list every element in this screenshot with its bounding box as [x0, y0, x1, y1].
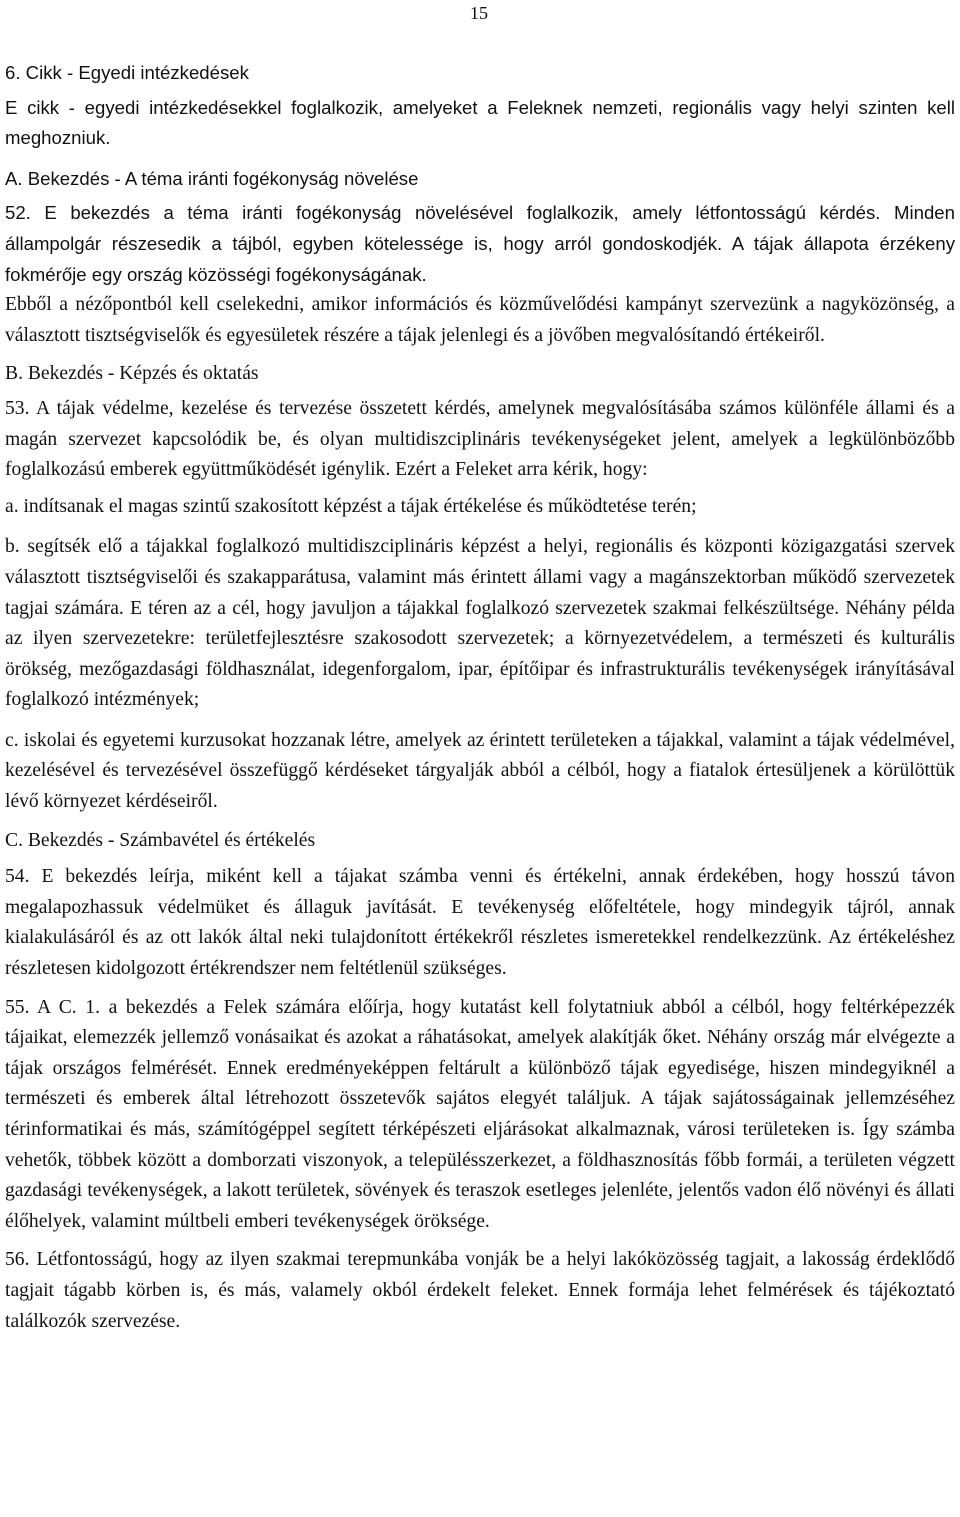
list-item-a: a. indítsanak el magas szintű szakosított képzést a tájak értékelése és működtetése terén; — [5, 495, 697, 517]
paragraph-b-heading: B. Bekezdés - Képzés és oktatás — [5, 363, 259, 385]
paragraph-c-heading: C. Bekezdés - Számbavétel és értékelés — [5, 829, 316, 851]
page-number: 15 — [470, 3, 488, 23]
paragraph-55: 55. A C. 1. a bekezdés a Felek számára előírja, hogy kutatást kell folytatniuk abból a célból, hogy feltérképezzék tájaikat, elemezzék jellemző vonásaikat és azokat a ráhatásokat, amelyek alakítják őket. Néhány ország már elvégezte a tájak országos felmérését. Ennek eredményeképpen feltárult a különböző tájak egyedisége, hiszen mindegyiknél a természeti és emberek által létrehozott összetevők sajátos elegyét találjuk. A tájak sajátosságainak jellemzéséhez térinformatikai és más, számítógéppel segített térképészeti eljárásokat alkalmaznak, városi területeken is. Így számba vehetők, többek között a domborzati viszonyok, a településszerkezet, a földhasznosítás főbb formái, a területen végzett gazdasági tevékenységek, a lakott területek, sövények és teraszok esetleges jelenléte, jelentős vadon élő növényi és állati élőhelyek, valamint múltbeli emberi tevékenységek öröksége. — [5, 996, 955, 1232]
list-item-c: c. iskolai és egyetemi kurzusokat hozzanak létre, amelyek az érintett területeken a tájakkal, valamint a tájak védelmével, kezelésével és tervezésével összefüggő kérdéseket tárgyalják abból a célból, hogy a fiatalok értesüljenek a körülöttük lévő környezet kérdéseiről. — [5, 729, 955, 813]
paragraph-53: 53. A tájak védelme, kezelése és tervezése összetett kérdés, amelynek megvalósításába számos különféle állami és a magán szervezet kapcsolódik be, és olyan multidiszciplináris tevékenységeket jelent, amelyek a legkülönbözőbb foglalkozású emberek együttműködését igénylik. Ezért a Feleket arra kérik, hogy: — [5, 397, 955, 481]
section-intro: E cikk - egyedi intézkedésekkel foglalkozik, amelyeket a Feleknek nemzeti, regionális vagy helyi szinten kell meghozniuk. — [5, 96, 955, 149]
document-body — [5, 58, 955, 1337]
paragraph-52: 52. E bekezdés a téma iránti fogékonyság növelésével foglalkozik, amely létfontosságú kérdés. Minden állampolgár részesedik a tájból, egyben kötelessége is, hogy arról gondoskodjék. A tájak állapota érzékeny fokmérője egy ország közösségi fogékonyságának. — [5, 202, 955, 285]
paragraph-54: 54. E bekezdés leírja, miként kell a tájakat számba venni és értékelni, annak érdekében, hogy hosszú távon megalapozhassuk védelmüket és állaguk javítását. E tevékenység előfeltétele, hogy mindegyik tájról, annak kialakulásáról és az ott lakók által neki tulajdonított értékekről részletes ismeretekkel rendelkezzünk. Az értékeléshez részletesen kidolgozott értékrendszer nem feltétlenül szükséges. — [5, 866, 955, 980]
paragraph-56: 56. Létfontosságú, hogy az ilyen szakmai terepmunkába vonják be a helyi lakóközösség tagjait, a lakosság érdeklődő tagjait tágabb körben is, és más, valamely okból érdekelt feleket. Ennek formája lehet felmérések és tájékoztató találkozók szervezése. — [5, 1249, 955, 1332]
list-item-b: b. segítsék elő a tájakkal foglalkozó multidiszciplináris képzést a helyi, regionális és központi közigazgatási szervek választott tisztségviselői és szakapparátusa, valamint más érintett állami vagy a magánszektorban működő szervezetek tagjai számára. E téren az a cél, hogy javuljon a tájakkal foglalkozó szervezetek szakmai felkészültsége. Néhány példa az ilyen szervezetekre: területfejlesztésre szakosodott szervezetek; a környezetvédelem, a természeti és kulturális örökség, mezőgazdasági földhasználat, idegenforgalom, ipar, építőipar és infrastrukturális tevékenységek irányításával foglalkozó intézmények; — [5, 536, 955, 711]
paragraph-52-continued: Ebből a nézőpontból kell cselekedni, amikor információs és közművelődési kampányt szervezünk a nagyközönség, a választott tisztségviselők és egyesületek részére a tájak jelenlegi és a jövőben megvalósítandó értékeiről. — [5, 294, 955, 346]
section-title: 6. Cikk - Egyedi intézkedések — [5, 62, 249, 83]
paragraph-a-heading: A. Bekezdés - A téma iránti fogékonyság növelése — [5, 167, 419, 189]
